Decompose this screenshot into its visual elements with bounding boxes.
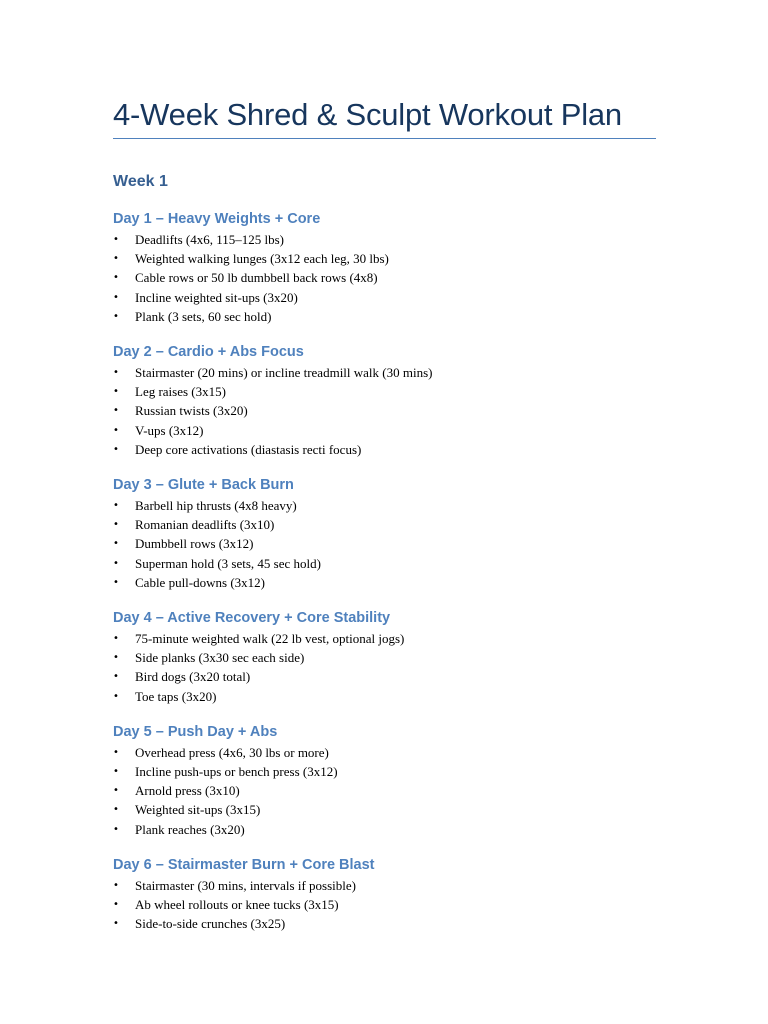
exercise-text: Plank reaches (3x20) [135, 821, 245, 837]
exercise-text: Barbell hip thrusts (4x8 heavy) [135, 498, 297, 514]
bullet-icon: • [113, 405, 119, 417]
day-section-3 [113, 476, 656, 592]
list-item [113, 762, 656, 781]
list-item [113, 382, 656, 401]
exercise-list [113, 743, 656, 839]
exercise-text: Arnold press (3x10) [135, 783, 240, 799]
list-item [113, 573, 656, 592]
bullet-icon: • [113, 746, 119, 758]
exercise-text: Side-to-side crunches (3x25) [135, 916, 286, 932]
list-item [113, 268, 656, 287]
bullet-icon: • [113, 804, 119, 816]
list-item [113, 440, 656, 459]
day-section-4 [113, 609, 656, 706]
exercise-text: Cable rows or 50 lb dumbbell back rows (4x8) [135, 270, 378, 286]
bullet-icon: • [113, 823, 119, 835]
exercise-text: Incline weighted sit-ups (3x20) [135, 289, 298, 305]
list-item [113, 667, 656, 686]
bullet-icon: • [113, 576, 119, 588]
exercise-list [113, 629, 656, 706]
day-heading: Day 2 – Cardio + Abs Focus [113, 344, 304, 361]
bullet-icon: • [113, 879, 119, 891]
document-page [113, 96, 656, 933]
exercise-text: V-ups (3x12) [135, 422, 204, 438]
bullet-icon: • [113, 899, 119, 911]
bullet-icon: • [113, 234, 119, 245]
bullet-icon: • [113, 690, 119, 702]
exercise-list [113, 876, 656, 934]
list-item [113, 249, 656, 268]
exercise-list [113, 230, 656, 326]
bullet-icon: • [113, 443, 119, 455]
bullet-icon: • [113, 652, 119, 664]
bullet-icon: • [113, 766, 119, 778]
day-heading: Day 6 – Stairmaster Burn + Core Blast [113, 856, 375, 873]
list-item [113, 288, 656, 307]
list-item [113, 820, 656, 839]
bullet-icon: • [113, 386, 119, 398]
exercise-text: Cable pull-downs (3x12) [135, 574, 265, 590]
exercise-text: Side planks (3x30 sec each side) [135, 650, 305, 666]
list-item [113, 307, 656, 326]
day-heading: Day 5 – Push Day + Abs [113, 723, 278, 740]
exercise-text: Weighted sit-ups (3x15) [135, 802, 261, 818]
day-section-5 [113, 723, 656, 839]
exercise-text: Ab wheel rollouts or knee tucks (3x15) [135, 897, 339, 913]
list-item [113, 515, 656, 534]
exercise-text: Russian twists (3x20) [135, 403, 248, 419]
exercise-text: Weighted walking lunges (3x12 each leg, 30 lbs) [135, 251, 389, 267]
bullet-icon: • [113, 671, 119, 683]
bullet-icon: • [113, 367, 119, 379]
exercise-text: Romanian deadlifts (3x10) [135, 517, 275, 533]
list-item [113, 914, 656, 933]
days-container [113, 210, 656, 933]
exercise-text: Stairmaster (20 mins) or incline treadmill walk (30 mins) [135, 365, 433, 381]
list-item [113, 554, 656, 573]
exercise-text: Superman hold (3 sets, 45 sec hold) [135, 555, 321, 571]
title-underline-rule [113, 138, 656, 139]
bullet-icon: • [113, 291, 119, 303]
day-heading: Day 1 – Heavy Weights + Core [113, 211, 321, 227]
day-heading: Day 3 – Glute + Back Burn [113, 477, 294, 494]
day-heading: Day 4 – Active Recovery + Core Stability [113, 610, 391, 627]
list-item [113, 743, 656, 762]
bullet-icon: • [113, 272, 119, 284]
document-title: 4-Week Shred & Sculpt Workout Plan [113, 97, 622, 132]
exercise-text: Deep core activations (diastasis recti focus) [135, 441, 362, 457]
week-heading: Week 1 [113, 173, 168, 190]
exercise-text: Dumbbell rows (3x12) [135, 536, 254, 552]
exercise-text: Toe taps (3x20) [135, 688, 217, 704]
list-item [113, 687, 656, 706]
bullet-icon: • [113, 918, 119, 930]
bullet-icon: • [113, 253, 119, 265]
bullet-icon: • [113, 633, 119, 645]
list-item [113, 401, 656, 420]
bullet-icon: • [113, 424, 119, 436]
exercise-text: Deadlifts (4x6, 115–125 lbs) [135, 232, 284, 247]
list-item [113, 800, 656, 819]
list-item [113, 895, 656, 914]
list-item [113, 876, 656, 895]
bullet-icon: • [113, 538, 119, 550]
list-item [113, 781, 656, 800]
list-item [113, 534, 656, 553]
day-section-1 [113, 210, 656, 326]
bullet-icon: • [113, 519, 119, 531]
list-item [113, 230, 656, 249]
exercise-list [113, 496, 656, 592]
list-item [113, 629, 656, 648]
exercise-text: Bird dogs (3x20 total) [135, 669, 251, 685]
bullet-icon: • [113, 557, 119, 569]
list-item [113, 421, 656, 440]
list-item [113, 648, 656, 667]
exercise-text: Leg raises (3x15) [135, 384, 226, 400]
day-section-6 [113, 856, 656, 934]
exercise-list [113, 363, 656, 459]
exercise-text: Incline push-ups or bench press (3x12) [135, 764, 338, 780]
exercise-text: Stairmaster (30 mins, intervals if possible) [135, 877, 356, 893]
list-item [113, 496, 656, 515]
bullet-icon: • [113, 500, 119, 512]
exercise-text: 75-minute weighted walk (22 lb vest, optional jogs) [135, 631, 405, 647]
exercise-text: Overhead press (4x6, 30 lbs or more) [135, 744, 329, 760]
day-section-2 [113, 343, 656, 459]
list-item [113, 363, 656, 382]
bullet-icon: • [113, 785, 119, 797]
exercise-text: Plank (3 sets, 60 sec hold) [135, 308, 272, 324]
bullet-icon: • [113, 310, 119, 322]
